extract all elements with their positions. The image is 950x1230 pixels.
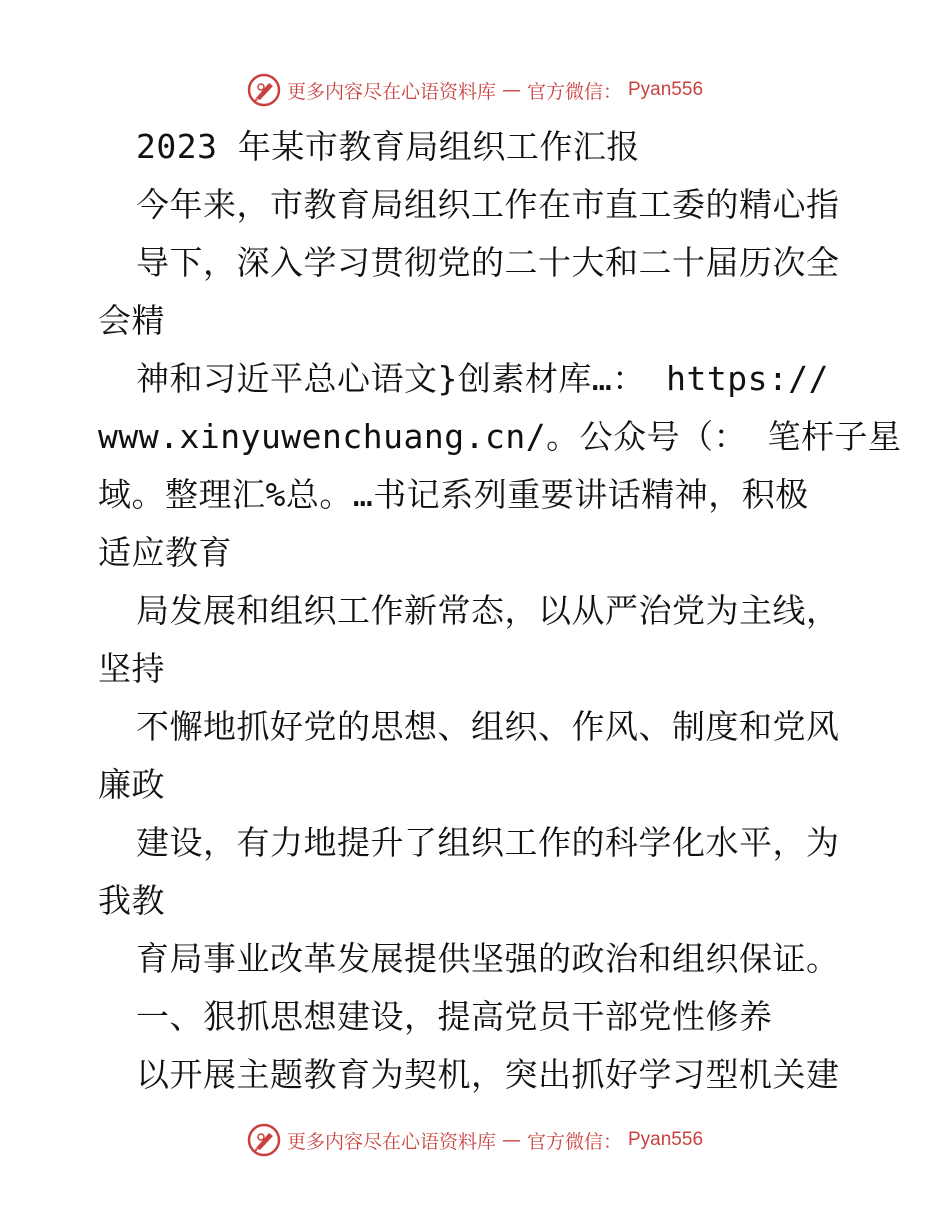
text-line: 神和习近平总心语文}创素材库…： https:// xyxy=(136,359,830,398)
banner-wechat-id: Pyan556 xyxy=(628,79,704,100)
banner-text: 更多内容尽在心语资料库 xyxy=(286,1130,496,1153)
text-line: 廉政 xyxy=(98,765,165,804)
text-line: 我教 xyxy=(98,881,165,920)
banner-separator: — xyxy=(501,79,521,101)
text-line: 适应教育 xyxy=(98,533,232,572)
document-body xyxy=(0,118,950,1104)
pen-logo-icon xyxy=(247,1123,281,1157)
banner-wechat-id: Pyan556 xyxy=(628,1129,704,1150)
banner-wechat-label: 官方微信： xyxy=(526,80,622,103)
header-banner xyxy=(0,70,950,110)
text-line: 导下，深入学习贯彻党的二十大和二十届历次全 xyxy=(136,243,840,282)
text-line: 今年来，市教育局组织工作在市直工委的精心指 xyxy=(136,185,840,224)
section-heading: 一、狠抓思想建设，提高党员干部党性修养 xyxy=(136,997,773,1036)
text-line: 建设，有力地提升了组织工作的科学化水平，为 xyxy=(136,823,840,862)
text-line: 域。整理汇%总。…书记系列重要讲话精神，积极 xyxy=(98,475,809,514)
document-title: 2023 年某市教育局组织工作汇报 xyxy=(136,127,640,166)
text-line: 会精 xyxy=(98,301,165,340)
banner-text: 更多内容尽在心语资料库 xyxy=(286,80,496,103)
pen-logo-icon xyxy=(247,73,281,107)
text-line: 不懈地抓好党的思想、组织、作风、制度和党风 xyxy=(136,707,840,746)
text-line: www.xinyuwenchuang.cn/。公众号（： 笔杆子星 xyxy=(98,417,902,456)
footer-banner xyxy=(0,1120,950,1160)
banner-separator: — xyxy=(501,1129,521,1151)
text-line: 局发展和组织工作新常态，以从严治党为主线， xyxy=(136,591,840,630)
banner-wechat-label: 官方微信： xyxy=(526,1130,622,1153)
text-line: 坚持 xyxy=(98,649,165,688)
text-line: 育局事业改革发展提供坚强的政治和组织保证。 xyxy=(136,939,840,978)
text-line: 以开展主题教育为契机，突出抓好学习型机关建 xyxy=(136,1055,840,1094)
